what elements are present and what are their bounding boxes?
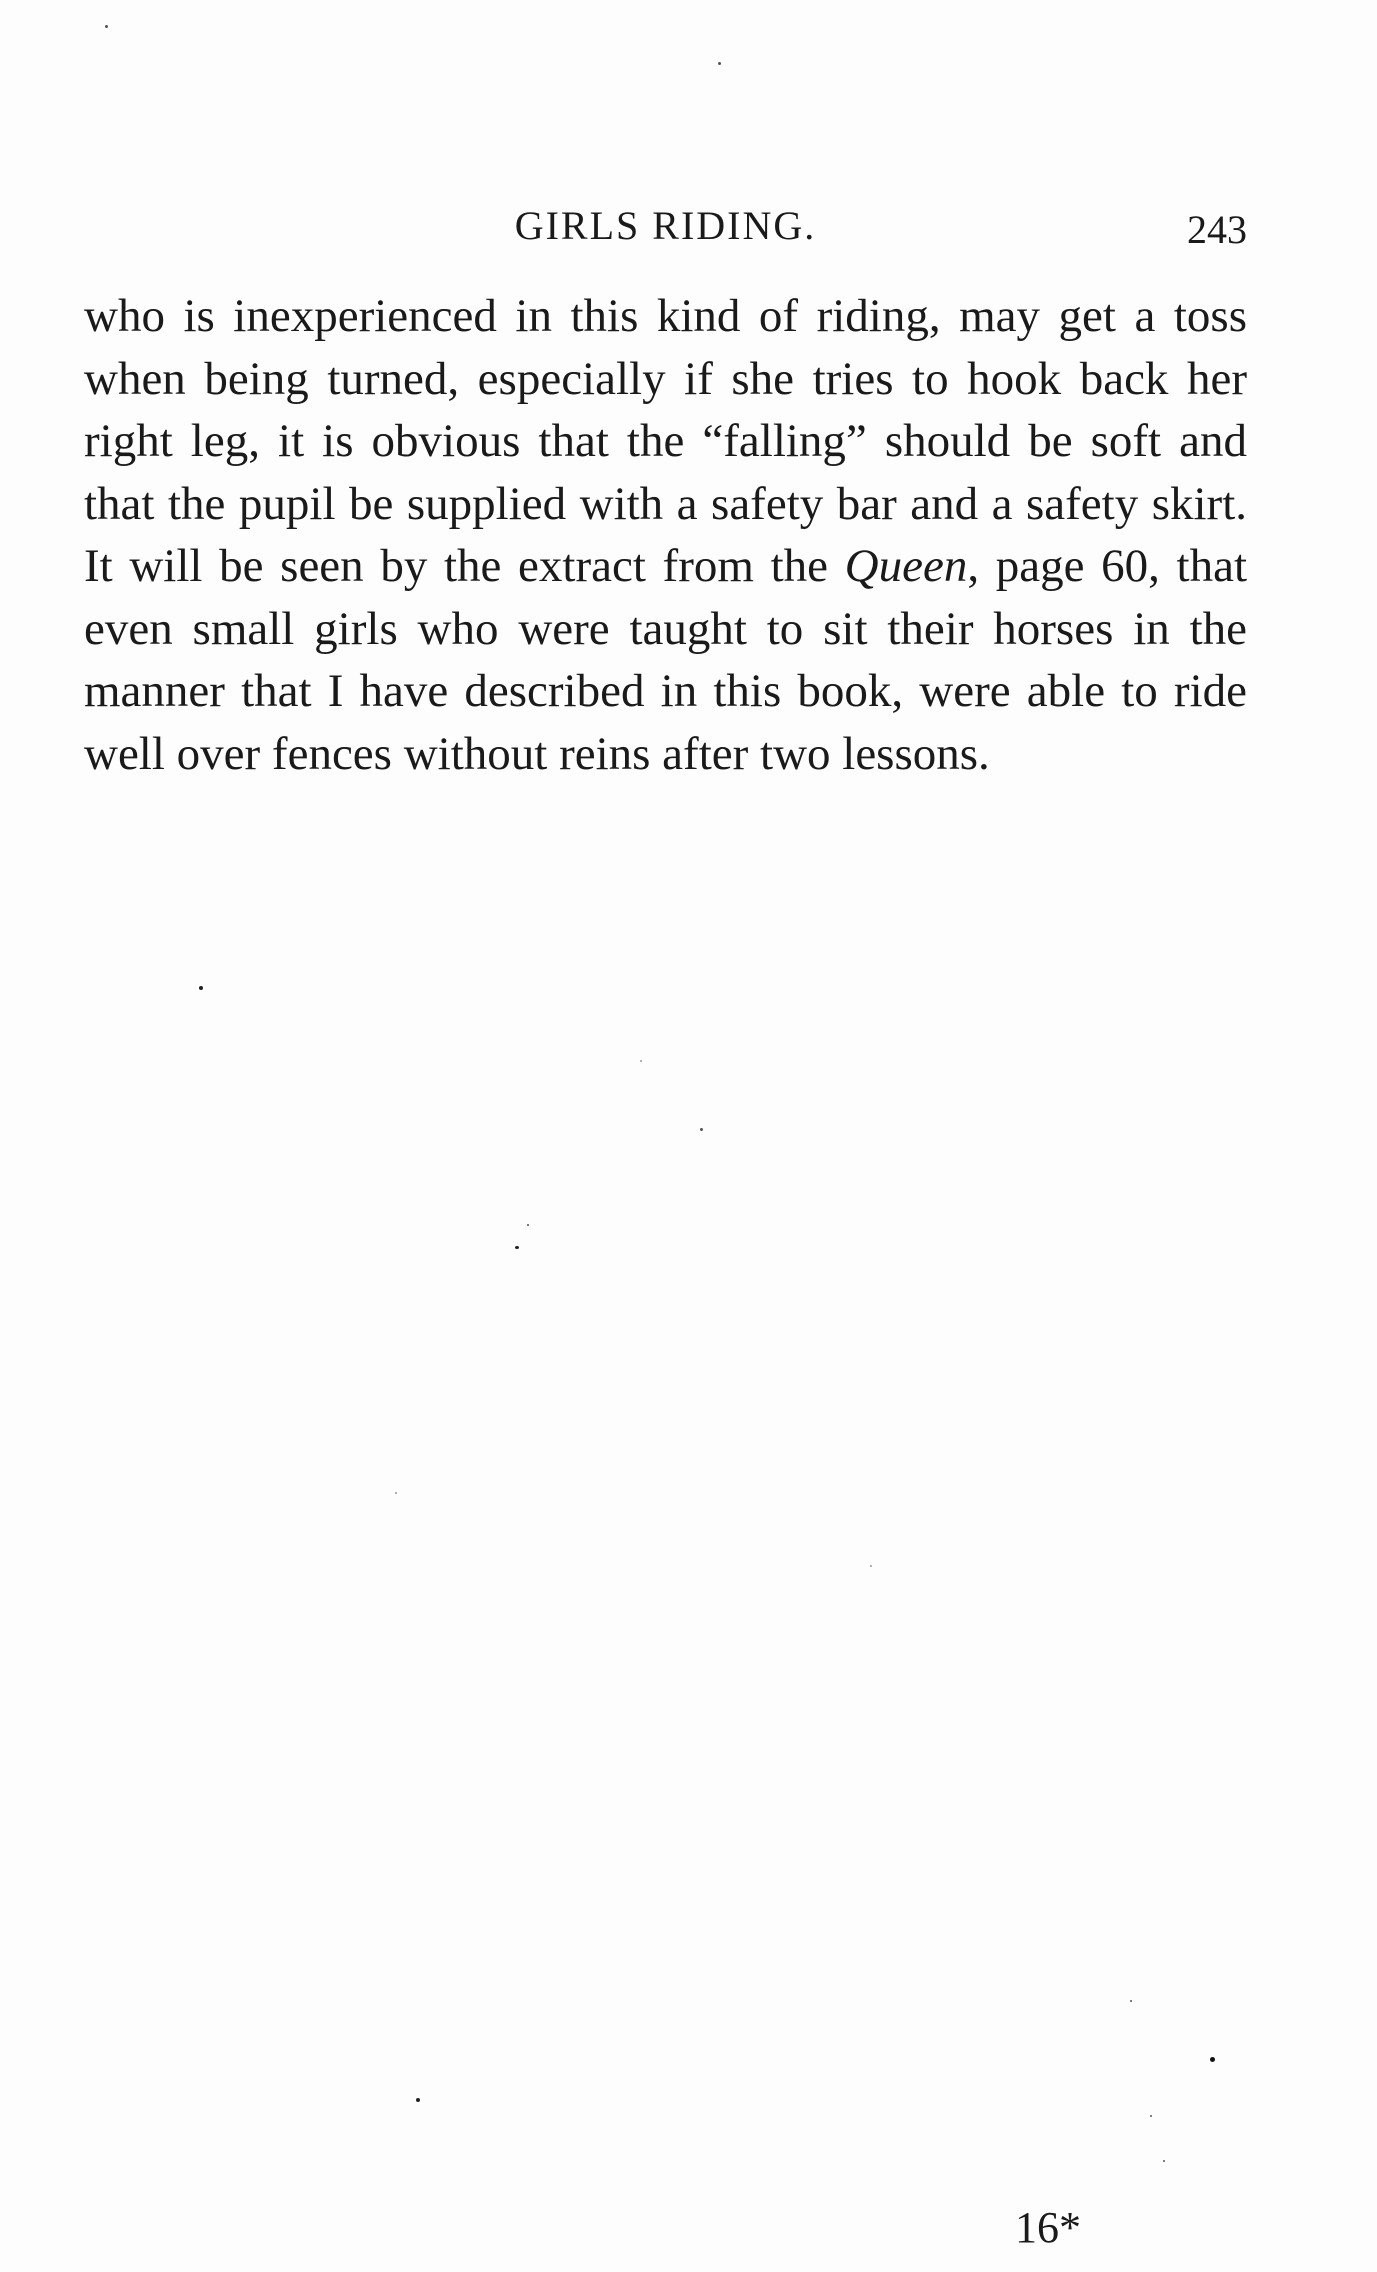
scan-speck: [870, 1565, 872, 1567]
scan-speck: [1210, 2057, 1215, 2062]
scan-speck: [527, 1224, 529, 1226]
paragraph: [84, 285, 1247, 785]
running-title: GIRLS RIDING.: [514, 203, 817, 248]
scan-speck: [416, 2098, 420, 2102]
body-text: [84, 285, 1247, 785]
page-number: 243: [1187, 207, 1247, 252]
scan-speck: [718, 62, 721, 65]
paragraph-text-part-1: who is inexperienced in this kind of riding, may get a toss when being turned, especially if she tries to hook back her right leg, it is obvious that the “falling” should be soft and that the pupil be supplied with a safety bar and a safety skirt. It will be seen by the extract from the: [84, 290, 1247, 592]
scan-speck: [640, 1060, 642, 1062]
signature-mark: 16*: [1015, 2203, 1081, 2252]
scan-speck: [395, 1492, 397, 1494]
scan-speck: [199, 986, 203, 990]
running-head: [84, 196, 1247, 256]
paragraph-text-part-2: , page 60, that even small girls who were taught to sit their horses in the manner that I have described in this book, were able to ride well over fences without reins after two lessons.: [84, 540, 1247, 780]
scan-speck: [1130, 2000, 1132, 2002]
scan-speck: [700, 1128, 703, 1131]
scan-speck: [1163, 2160, 1165, 2162]
scan-speck: [1150, 2115, 1152, 2117]
italic-title: Queen: [844, 540, 968, 592]
scan-speck: [105, 25, 108, 28]
scan-speck: [515, 1246, 519, 1249]
